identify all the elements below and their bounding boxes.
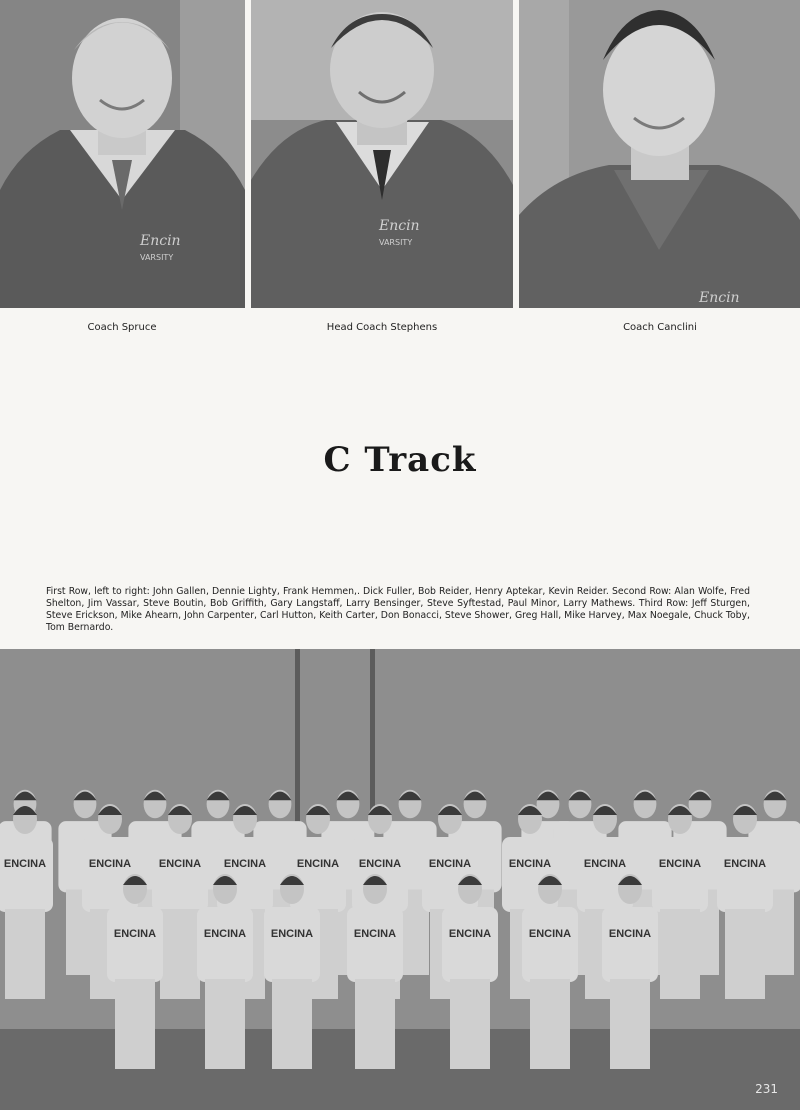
jacket-lettering: Encin (699, 290, 740, 306)
shirt-lettering: ENCINA (270, 928, 314, 940)
shirt-lettering: ENCINA (88, 858, 132, 870)
page-number: 231 (755, 1082, 778, 1096)
shirt-lettering: ENCINA (428, 858, 472, 870)
shirt-lettering: ENCINA (508, 858, 552, 870)
jacket-lettering-sub: VARSITY (379, 238, 413, 247)
caption-coach-canclini: Coach Canclini (623, 322, 697, 333)
shirt-lettering: ENCINA (203, 928, 247, 940)
jacket-lettering: Encin (379, 218, 420, 234)
shirt-lettering: ENCINA (296, 858, 340, 870)
shirt-lettering: ENCINA (358, 858, 402, 870)
caption-coach-spruce: Coach Spruce (87, 322, 157, 333)
caption-head-coach-stephens: Head Coach Stephens (326, 322, 438, 333)
shirt-lettering: ENCINA (448, 928, 492, 940)
jacket-lettering-sub: VARSITY (140, 253, 174, 262)
shirt-lettering: ENCINA (583, 858, 627, 870)
roster-paragraph: First Row, left to right: John Gallen, Dennie Lighty, Frank Hemmen,. Dick Fuller, Bob Reider, Henry Aptekar, Kevin Reider. Second Row: Alan Wolfe, Fred Shelton, Jim Vassar, Steve Boutin, Bob Griffith, Gary Langstaff, Larry Bensinger, Steve Syftestad, Paul Minor, Larry Mathews. Third Row: Jeff Sturgen, Steve Erickson, Mike Ahearn, John Carpenter, Carl Hutton, Keith Carter, Don Bonacci, Steve Shower, Greg Hall, Mike Harvey, Max Noegale, Chuck Toby, Tom Bernardo. (46, 586, 750, 633)
shirt-lettering: ENCINA (223, 858, 267, 870)
team-photo (0, 649, 800, 1110)
jacket-lettering: Encin (140, 233, 181, 249)
coach-spruce-photo (0, 0, 245, 308)
shirt-lettering: ENCINA (353, 928, 397, 940)
shirt-lettering: ENCINA (3, 858, 47, 870)
page-title: C Track (323, 440, 477, 480)
shirt-lettering: ENCINA (528, 928, 572, 940)
shirt-lettering: ENCINA (608, 928, 652, 940)
coach-canclini-photo (519, 0, 800, 308)
shirt-lettering: ENCINA (723, 858, 767, 870)
shirt-lettering: ENCINA (113, 928, 157, 940)
coach-stephens-photo (251, 0, 513, 308)
shirt-lettering: ENCINA (158, 858, 202, 870)
shirt-lettering: ENCINA (658, 858, 702, 870)
